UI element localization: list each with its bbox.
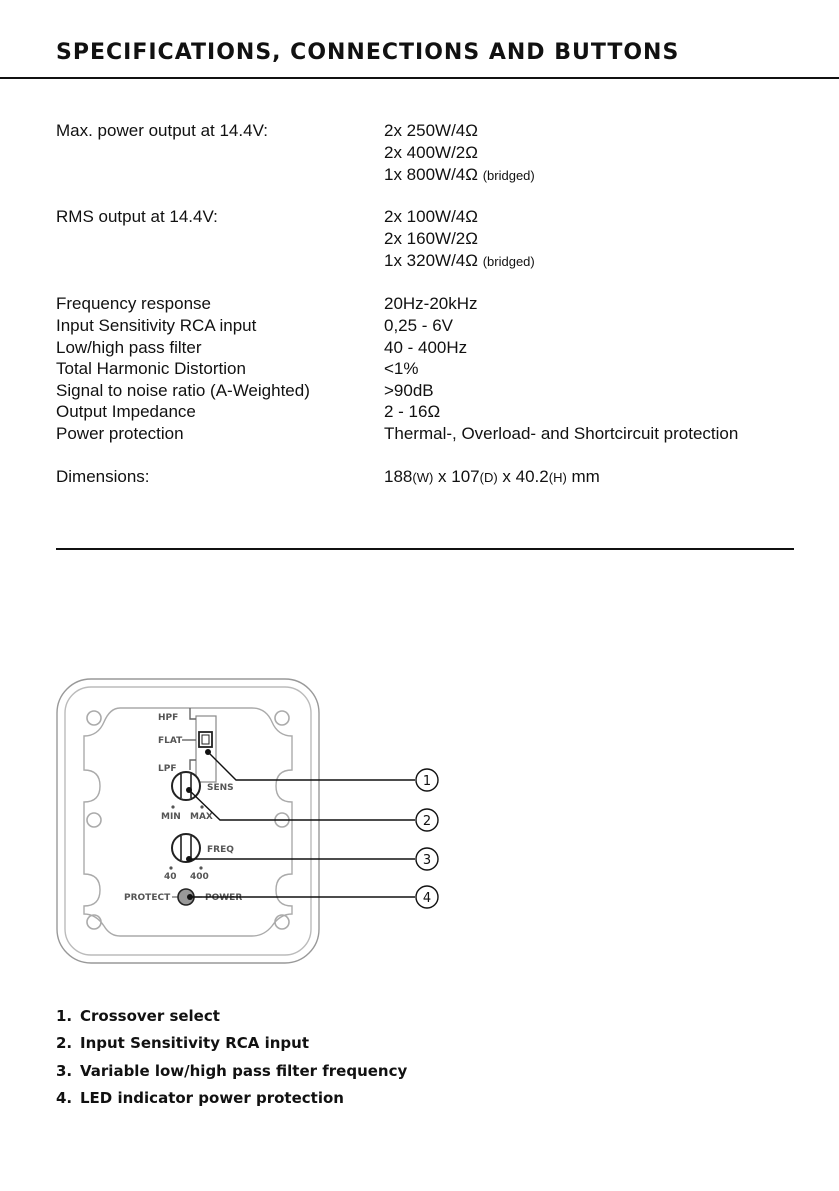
spec-value <box>384 164 535 187</box>
spec-label: Output Impedance <box>56 402 196 421</box>
dim-w-unit: (W) <box>412 470 434 485</box>
dim-h: 40.2 <box>515 467 549 486</box>
callout-num-2: 2 <box>422 814 432 829</box>
callout-num-3: 3 <box>422 853 432 868</box>
hpf-label: HPF <box>158 713 179 723</box>
top-divider <box>0 77 839 79</box>
spec-value: 2x 250W/4Ω <box>384 121 478 140</box>
legend-text: Variable low/high pass filter frequency <box>80 1062 408 1080</box>
spec-value-text: 1x 800W/4Ω <box>384 165 478 184</box>
protect-label: PROTECT <box>124 893 171 903</box>
f40-dot <box>169 866 172 869</box>
spec-label: Low/high pass filter <box>56 338 202 357</box>
freq-knob <box>172 834 200 862</box>
page-title: SPECIFICATIONS, CONNECTIONS AND BUTTONS <box>56 40 680 65</box>
spec-label: Signal to noise ratio (A-Weighted) <box>56 381 310 400</box>
callout-dot-4 <box>187 894 193 900</box>
callout-num-4: 4 <box>422 891 432 906</box>
spec-label: Total Harmonic Distortion <box>56 359 246 378</box>
dim-sep: x <box>433 467 452 486</box>
spec-label: Frequency response <box>56 294 211 313</box>
section-divider <box>56 548 794 550</box>
legend-num: 4. <box>56 1089 73 1107</box>
bridged-note: (bridged) <box>482 254 535 269</box>
spec-label: Max. power output at 14.4V: <box>56 121 268 140</box>
spec-value: >90dB <box>384 381 434 400</box>
spec-value: 2x 160W/2Ω <box>384 229 478 248</box>
legend-item <box>56 1062 407 1080</box>
f400-dot <box>199 866 202 869</box>
spec-value: 0,25 - 6V <box>384 316 453 335</box>
legend-item <box>56 1089 344 1107</box>
f40-label: 40 <box>164 872 177 882</box>
f400-label: 400 <box>190 872 209 882</box>
callout-line-2 <box>189 790 415 820</box>
spec-value: <1% <box>384 359 419 378</box>
spec-label: Dimensions: <box>56 467 150 486</box>
switch-housing <box>196 716 216 782</box>
legend-num: 1. <box>56 1007 73 1025</box>
screw-hole <box>87 711 101 725</box>
dim-d: 107 <box>451 467 480 486</box>
callout-dot-1 <box>205 749 211 755</box>
callout-dot-2 <box>186 787 192 793</box>
dim-h-unit: (H) <box>548 470 567 485</box>
legend-text: Crossover select <box>80 1007 220 1025</box>
dim-d-unit: (D) <box>479 470 498 485</box>
lpf-bracket <box>190 760 196 770</box>
legend-item <box>56 1007 220 1025</box>
lpf-label: LPF <box>158 764 177 774</box>
dim-w: 188 <box>384 467 413 486</box>
spec-value: 2x 400W/2Ω <box>384 143 478 162</box>
spec-value: Thermal-, Overload- and Shortcircuit protection <box>384 424 739 443</box>
hpf-bracket <box>190 708 196 719</box>
legend-num: 3. <box>56 1062 73 1080</box>
legend-num: 2. <box>56 1034 73 1052</box>
spec-value: 2x 100W/4Ω <box>384 207 478 226</box>
spec-label: Power protection <box>56 424 184 443</box>
spec-value-text: 1x 320W/4Ω <box>384 251 478 270</box>
legend-item <box>56 1034 309 1052</box>
max-label: MAX <box>190 812 213 822</box>
callout-dot-3 <box>186 856 192 862</box>
max-dot <box>200 805 203 808</box>
legend-text: LED indicator power protection <box>80 1089 344 1107</box>
dim-sep: x <box>497 467 516 486</box>
power-label: POWER <box>205 893 243 903</box>
callout-num-1: 1 <box>422 774 432 789</box>
screw-hole <box>275 711 289 725</box>
flat-label: FLAT <box>158 736 183 746</box>
bridged-note: (bridged) <box>482 168 535 183</box>
spec-label: Input Sensitivity RCA input <box>56 316 257 335</box>
switch-knob <box>199 732 212 747</box>
min-label: MIN <box>161 812 181 822</box>
spec-label: RMS output at 14.4V: <box>56 207 218 226</box>
spec-value: 2 - 16Ω <box>384 402 441 421</box>
spec-value <box>384 250 535 273</box>
sens-label: SENS <box>207 783 234 793</box>
legend-text: Input Sensitivity RCA input <box>80 1034 309 1052</box>
min-dot <box>171 805 174 808</box>
panel-outer-frame <box>57 679 319 963</box>
spec-value <box>384 466 600 489</box>
control-panel-diagram <box>56 678 448 964</box>
freq-label: FREQ <box>207 845 234 855</box>
spec-value: 20Hz-20kHz <box>384 294 478 313</box>
dim-unit: mm <box>566 467 600 486</box>
crossover-switch <box>182 708 216 782</box>
spec-value: 40 - 400Hz <box>384 338 468 357</box>
screw-hole <box>87 813 101 827</box>
